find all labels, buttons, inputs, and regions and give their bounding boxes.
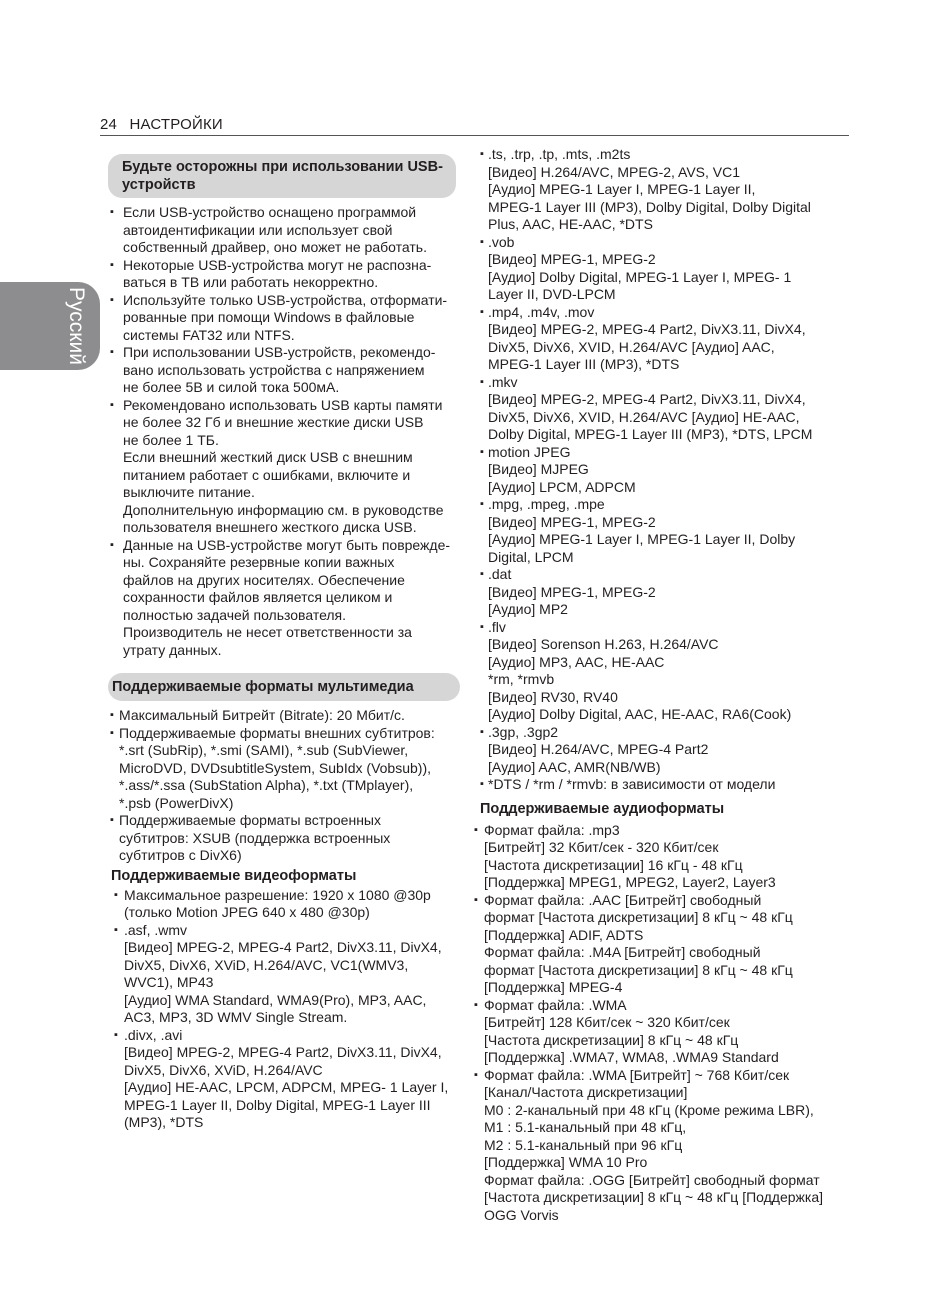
left-column — [108, 154, 468, 1132]
video-formats-list — [112, 887, 468, 1132]
right-column — [478, 146, 850, 1224]
list-item: ▪ Рекомендовано использовать USB карты памяти не более 32 Гб и внешние жесткие диски USB не более 1 ТБ. Если внешний жесткий диск USB с внешним питанием работает с ошибками, включите и выключите питание. Дополнительную информацию см. в руководстве пользователя внешнего жесткого диска USB. — [108, 397, 468, 537]
list-item: ▪ Если USB-устройство оснащено программой автоидентификации или использует свой собственный драйвер, оно может не работать. — [108, 204, 468, 257]
list-item: ▪ .mp4, .m4v, .mov [Видео] MPEG-2, MPEG-4 Part2, DivX3.11, DivX4, DivX5, DivX6, XVID, H.264/AVC [Аудио] AAC, MPEG-1 Layer III (MP3), *DTS — [478, 304, 850, 374]
list-item: ▪ .ts, .trp, .tp, .mts, .m2ts [Видео] H.264/AVC, MPEG-2, AVS, VC1 [Аудио] MPEG-1 Layer I, MPEG-1 Layer II, MPEG-1 Layer III (MP3), Dolby Digital, Dolby Digital Plus, AAC, HE-AAC, *DTS — [478, 146, 850, 234]
section-title: НАСТРОЙКИ — [129, 116, 223, 133]
list-item: ▪ .vob [Видео] MPEG-1, MPEG-2 [Аудио] Dolby Digital, MPEG-1 Layer I, MPEG- 1 Layer II, DVD-LPCM — [478, 234, 850, 304]
list-item: ▪ Поддерживаемые форматы встроенных субтитров: XSUB (поддержка встроенных субтитров с DivX6) — [108, 812, 468, 865]
list-item: ▪ .divx, .avi [Видео] MPEG-2, MPEG-4 Part2, DivX3.11, DivX4, DivX5, DivX6, XViD, H.264/AVC [Аудио] HE-AAC, LPCM, ADPCM, MPEG- 1 Layer I, MPEG-1 Layer II, Dolby Digital, MPEG-1 Layer III (MP3), *DTS — [112, 1027, 468, 1132]
page-number: 24 — [100, 116, 118, 133]
list-item: ▪ .flv [Видео] Sorenson H.263, H.264/AVC [Аудио] MP3, AAC, HE-AAC *rm, *rmvb [Видео] RV30, RV40 [Аудио] Dolby Digital, AAC, HE-AAC, RA6(Cook) — [478, 619, 850, 724]
usb-caution-heading: Будьте осторожны при использовании USB-устройств — [108, 154, 456, 198]
list-item: ▪ Формат файла: .WMA [Битрейт] ~ 768 Кбит/сек [Канал/Частота дискретизации] M0 : 2-канальный при 48 кГц (Кроме режима LBR), M1 : 5.1-канальный при 48 кГц, M2 : 5.1-канальный при 96 кГц [Поддержка] WMA 10 Pro Формат файла: .OGG [Битрейт] свободный формат [Частота дискретизации] 8 кГц ~ 48 кГц [Поддержка] OGG Vorvis — [478, 1067, 850, 1225]
list-item: ▪ .mpg, .mpeg, .mpe [Видео] MPEG-1, MPEG-2 [Аудио] MPEG-1 Layer I, MPEG-1 Layer II, Dolby Digital, LPCM — [478, 496, 850, 566]
audio-formats-heading: Поддерживаемые аудиоформаты — [480, 800, 725, 817]
list-item: ▪ motion JPEG [Видео] MJPEG [Аудио] LPCM, ADPCM — [478, 444, 850, 497]
list-item: ▪ .dat [Видео] MPEG-1, MPEG-2 [Аудио] MP2 — [478, 566, 850, 619]
list-item: ▪ Максимальный Битрейт (Bitrate): 20 Мбит/с. — [108, 707, 468, 725]
media-formats-list — [108, 707, 468, 865]
list-item: ▪ Максимальное разрешение: 1920 x 1080 @30p (только Motion JPEG 640 x 480 @30p) — [112, 887, 468, 922]
usb-caution-list — [108, 204, 468, 659]
list-item: ▪ При использовании USB-устройств, рекомендо- вано использовать устройства с напряжением не более 5В и силой тока 500мА. — [108, 344, 468, 397]
audio-formats-list — [478, 822, 850, 1225]
list-item: ▪ .3gp, .3gp2 [Видео] H.264/AVC, MPEG-4 Part2 [Аудио] AAC, AMR(NB/WB) — [478, 724, 850, 777]
container-formats-list — [478, 146, 850, 794]
page-header — [100, 116, 849, 136]
list-item: ▪ .mkv [Видео] MPEG-2, MPEG-4 Part2, DivX3.11, DivX4, DivX5, DivX6, XVID, H.264/AVC [Аудио] HE-AAC, Dolby Digital, MPEG-1 Layer III (MP3), *DTS, LPCM — [478, 374, 850, 444]
list-item: ▪ Формат файла: .WMA [Битрейт] 128 Кбит/сек ~ 320 Кбит/сек [Частота дискретизации] 8 кГц ~ 48 кГц [Поддержка] .WMA7, WMA8, .WMA9 Standard — [478, 997, 850, 1067]
list-item: ▪ Формат файла: .AAC [Битрейт] свободный формат [Частота дискретизации] 8 кГц ~ 48 кГц [Поддержка] ADIF, ADTS Формат файла: .M4A [Битрейт] свободный формат [Частота дискретизации] 8 кГц ~ 48 кГц [Поддержка] MPEG-4 — [478, 892, 850, 997]
list-item: ▪ *DTS / *rm / *rmvb: в зависимости от модели — [478, 776, 850, 794]
video-formats-heading: Поддерживаемые видеоформаты — [111, 867, 357, 884]
list-item: ▪ Поддерживаемые форматы внешних субтитров: *.srt (SubRip), *.smi (SAMI), *.sub (SubViewer, MicroDVD, DVDsubtitleSystem, SubIdx (Vobsub)), *.ass/*.ssa (SubStation Alpha), *.txt (TMplayer), *.psb (PowerDivX) — [108, 725, 468, 813]
list-item: ▪ Некоторые USB-устройства могут не распозна- ваться в ТВ или работать некорректно. — [108, 257, 468, 292]
list-item: ▪ Используйте только USB-устройства, отформати- рованные при помощи Windows в файловые системы FAT32 или NTFS. — [108, 292, 468, 345]
media-formats-heading: Поддерживаемые форматы мультимедиа — [108, 673, 460, 701]
list-item: ▪ Данные на USB-устройстве могут быть поврежде- ны. Сохраняйте резервные копии важных файлов на других носителях. Обеспечение сохранности файлов является целиком и полностью задачей пользователя. Производитель не несет ответственности за утрату данных. — [108, 537, 468, 660]
list-item: ▪ .asf, .wmv [Видео] MPEG-2, MPEG-4 Part2, DivX3.11, DivX4, DivX5, DivX6, XViD, H.264/AVC, VC1(WMV3, WVC1), MP43 [Аудио] WMA Standard, WMA9(Pro), MP3, AAC, AC3, MP3, 3D WMV Single Stream. — [112, 922, 468, 1027]
language-tab-label: Русский — [65, 287, 88, 365]
list-item: ▪ Формат файла: .mp3 [Битрейт] 32 Кбит/сек - 320 Кбит/сек [Частота дискретизации] 16 кГц - 48 кГц [Поддержка] MPEG1, MPEG2, Layer2, Layer3 — [478, 822, 850, 892]
language-tab — [0, 282, 100, 370]
